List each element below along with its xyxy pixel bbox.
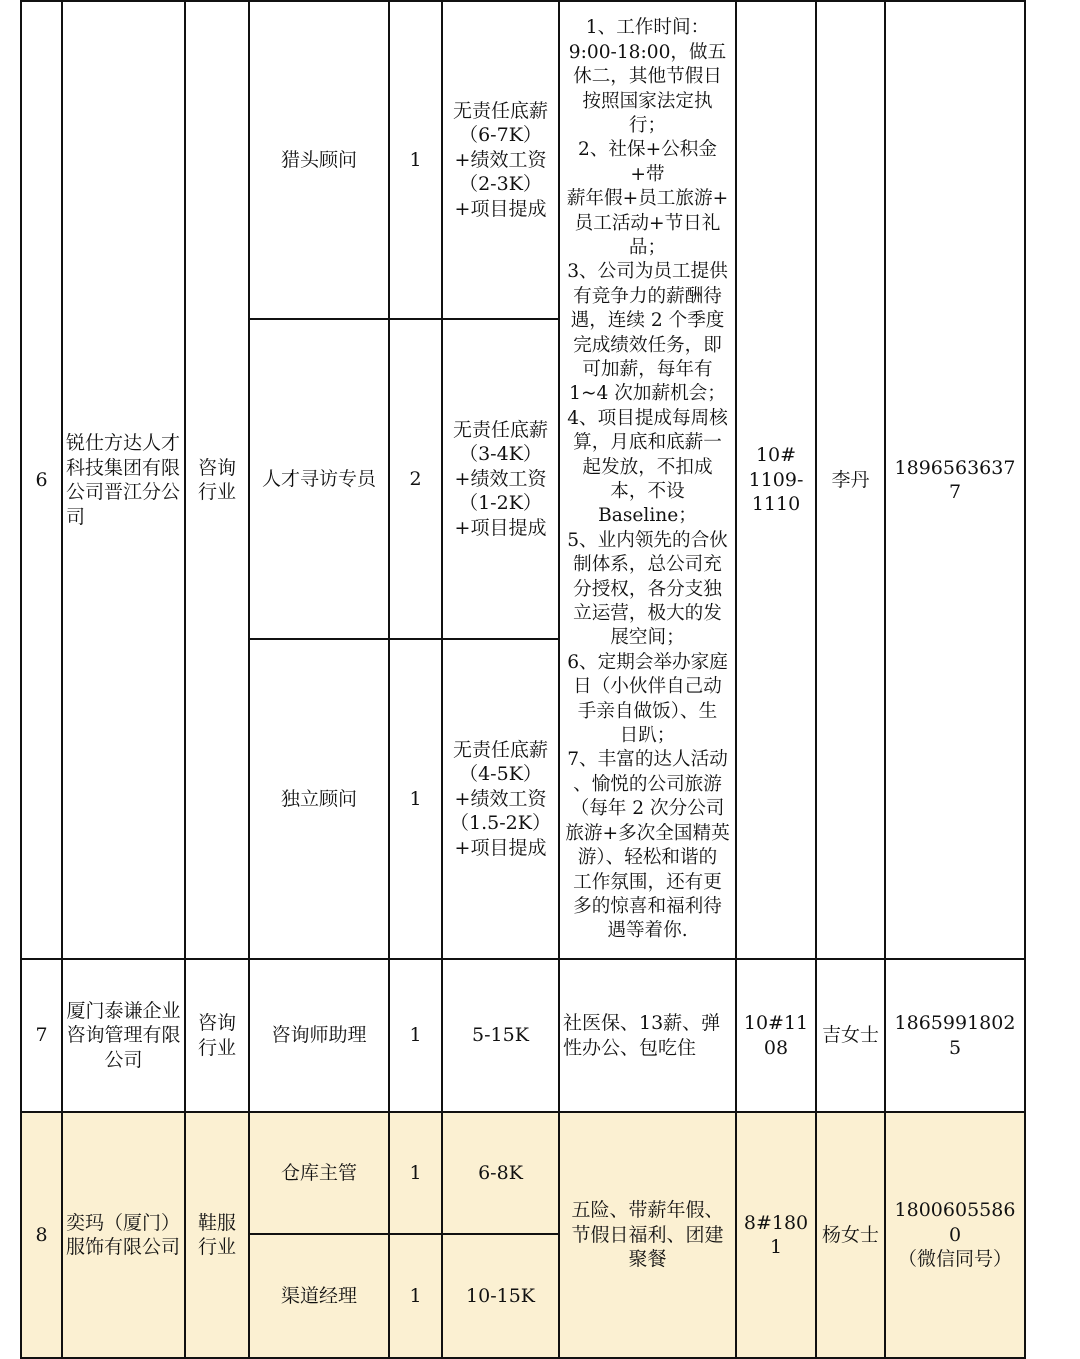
company-name: 锐仕方达人才科技集团有限公司晋江分公司 [62,1,185,959]
position-salary: 无责任底薪（4-5K）+绩效工资（1.5-2K）+项目提成 [442,639,559,959]
industry: 鞋服行业 [185,1112,249,1358]
contact-person: 杨女士 [816,1112,885,1358]
position-salary: 5-15K [442,959,559,1112]
contact-phone: 18006055860 （微信同号） [885,1112,1025,1358]
position-salary: 10-15K [442,1234,559,1358]
position-count: 1 [389,1,442,319]
benefits: 五险、带薪年假、节假日福利、团建聚餐 [559,1112,736,1358]
position-count: 1 [389,959,442,1112]
booth-number: 8#1801 [736,1112,816,1358]
position-title: 猎头顾问 [249,1,389,319]
booth-number: 10# 1109- 1110 [736,1,816,959]
benefits: 社医保、13薪、弹性办公、包吃住 [559,959,736,1112]
position-count: 1 [389,639,442,959]
table-row [21,1,1025,319]
contact-phone: 18659918025 [885,959,1025,1112]
job-fair-table [20,0,1026,1359]
row-number: 8 [21,1112,62,1358]
position-count: 1 [389,1234,442,1358]
table-row [21,959,1025,1112]
benefits: 1、工作时间： 9:00-18:00，做五 休二，其他节假日 按照国家法定执 行； 2、社保+公积金+带 薪年假+员工旅游+ 员工活动+节日礼 品； 3、公司为员工提供 有竞争力的薪酬待 遇，连续 2 个季度 完成绩效任务，即 可加薪，每年有 1~4 次加薪机会； 4、项目提成每周核 算，月底和底薪一 起发放，不扣成 本，不设 Baseline； 5、业内领先的合伙 制体系，总公司充 分授权，各分支独 立运营，极大的发 展空间； 6、定期会举办家庭 日（小伙伴自己动 手亲自做饭）、生 日趴； 7、丰富的达人活动 、愉悦的公司旅游 （每年 2 次分公司 旅游+多次全国精英 游）、轻松和谐的 工作氛围，还有更 多的惊喜和福利待 遇等着你. [559,1,736,959]
booth-number: 10#1108 [736,959,816,1112]
position-count: 2 [389,319,442,639]
table-row [21,1112,1025,1234]
contact-person: 李丹 [816,1,885,959]
industry: 咨询行业 [185,1,249,959]
contact-phone: 18965636377 [885,1,1025,959]
position-title: 咨询师助理 [249,959,389,1112]
row-number: 6 [21,1,62,959]
position-title: 渠道经理 [249,1234,389,1358]
industry: 咨询行业 [185,959,249,1112]
position-salary: 无责任底薪（3-4K）+绩效工资（1-2K）+项目提成 [442,319,559,639]
position-salary: 无责任底薪（6-7K）+绩效工资（2-3K）+项目提成 [442,1,559,319]
row-number: 7 [21,959,62,1112]
company-name: 厦门泰谦企业咨询管理有限公司 [62,959,185,1112]
position-salary: 6-8K [442,1112,559,1234]
company-name: 奕玛（厦门）服饰有限公司 [62,1112,185,1358]
position-title: 人才寻访专员 [249,319,389,639]
position-title: 独立顾问 [249,639,389,959]
position-title: 仓库主管 [249,1112,389,1234]
position-count: 1 [389,1112,442,1234]
contact-person: 吉女士 [816,959,885,1112]
